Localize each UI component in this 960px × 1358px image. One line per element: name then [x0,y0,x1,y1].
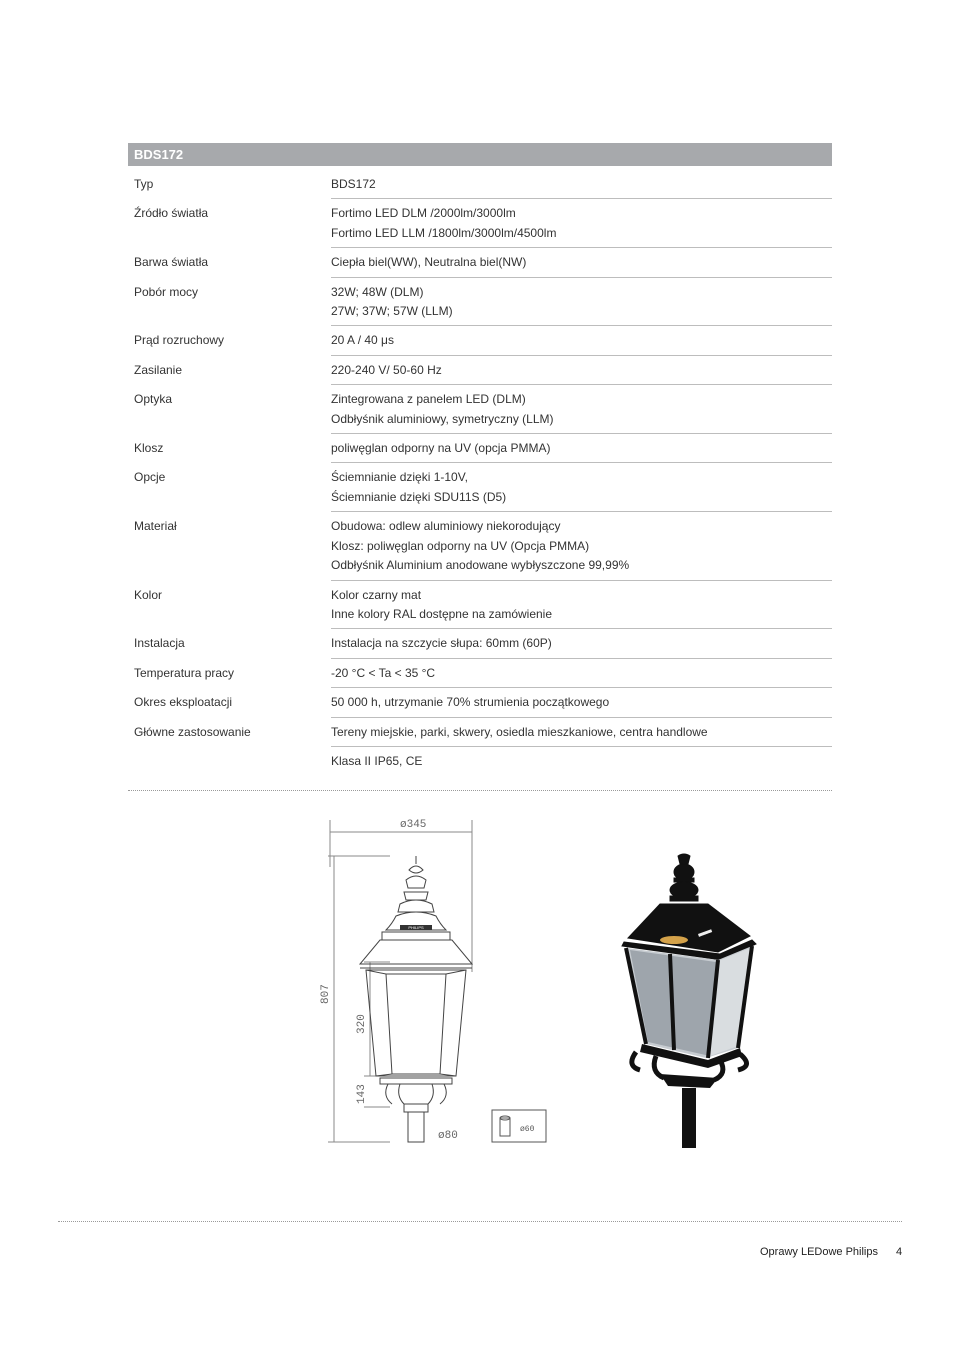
spec-row [128,718,832,747]
spec-value [331,248,832,277]
spec-label: Instalacja [134,636,185,651]
spec-table [128,170,832,775]
spec-row [128,581,832,630]
spec-table-header [128,143,832,166]
spec-label: Typ [134,177,154,191]
spec-label: Główne zastosowanie [134,724,251,739]
dim-base: 143 [356,1084,368,1104]
spec-row [128,659,832,688]
spec-value-line: Obudowa: odlew aluminiowy niekorodujący [331,519,561,534]
dim-width: ø345 [400,819,427,831]
spec-value-line: Instalacja na szczycie słupa: 60mm (60P) [331,636,552,651]
spec-value [331,326,832,355]
spec-value-line: 220-240 V/ 50-60 Hz [331,362,442,377]
spec-value-line: Odbłyśnik aluminiowy, symetryczny (LLM) [331,411,554,426]
spec-label: Opcje [134,470,166,485]
brand-plate-drawing: PHILIPS [408,925,424,930]
spec-value-line: Inne kolory RAL dostępne na zamówienie [331,606,553,621]
dim-height: 807 [320,984,332,1004]
spec-row [128,747,832,775]
separator-bottom [58,1221,902,1222]
spec-value-line: 32W; 48W (DLM) [331,284,424,299]
spec-value-line: 20 A / 40 μs [331,333,394,348]
spec-value [331,434,832,463]
spec-value-line: Ściemnianie dzięki 1-10V, [331,470,468,485]
spec-label: Okres eksploatacji [134,695,233,710]
product-photo [610,852,760,1148]
spec-value [331,581,832,630]
page-number: 4 [896,1246,903,1258]
spec-value [331,356,832,385]
spec-row [128,434,832,463]
spec-label: Zasilanie [134,362,183,377]
spec-value-line: Fortimo LED DLM /2000lm/3000lm [331,206,516,221]
spec-value [331,385,832,434]
spec-row [128,170,832,199]
spec-value [331,718,832,747]
spec-row [128,385,832,434]
spec-label: Pobór mocy [134,284,199,299]
spec-value-line: Klasa II IP65, CE [331,753,423,768]
dim-mount: ø80 [438,1130,458,1142]
mount-detail-label: ø60 [520,1125,535,1134]
footer-title: Oprawy LEDowe Philips [760,1246,878,1258]
spec-label: Klosz [134,441,164,456]
dim-body: 320 [356,1014,368,1034]
separator-top [128,790,832,791]
spec-value [331,278,832,327]
spec-row [128,199,832,248]
spec-row [128,278,832,327]
spec-value [331,688,832,717]
spec-value [331,170,832,199]
spec-value [331,629,832,658]
spec-value-line: -20 °C < Ta < 35 °C [331,665,436,680]
spec-row [128,326,832,355]
spec-value [331,463,832,512]
spec-row [128,248,832,277]
spec-value-line: Odbłyśnik Aluminium anodowane wybłyszczone 99,99% [331,558,630,573]
spec-label: Kolor [134,587,163,602]
spec-value-line: 27W; 37W; 57W (LLM) [331,304,453,319]
spec-row [128,356,832,385]
spec-value-line: Fortimo LED LLM /1800lm/3000lm/4500lm [331,225,557,240]
spec-value-line: Klosz: poliwęglan odporny na UV (Opcja PMMA) [331,538,590,553]
spec-label: Temperatura pracy [134,665,235,680]
spec-row [128,463,832,512]
spec-value [331,512,832,580]
brand-plate-photo: PHILIPS [700,931,714,939]
spec-label: Źródło światła [134,206,209,221]
spec-label: Optyka [134,392,173,407]
spec-value [331,747,832,775]
spec-row [128,688,832,717]
spec-value-line: Ściemnianie dzięki SDU11S (D5) [331,489,507,504]
spec-value-line: 50 000 h, utrzymanie 70% strumienia początkowego [331,695,610,710]
spec-row [128,629,832,658]
spec-value-line: Zintegrowana z panelem LED (DLM) [331,392,526,407]
spec-label [128,747,331,775]
spec-label: Prąd rozruchowy [134,333,225,348]
spec-value-line: poliwęglan odporny na UV (opcja PMMA) [331,441,551,456]
product-title: BDS172 [134,147,184,162]
spec-value-line: Ciepła biel(WW), Neutralna biel(NW) [331,255,527,270]
spec-label: Barwa światła [134,255,209,270]
technical-drawing [300,812,570,1152]
spec-value-line: BDS172 [331,177,376,191]
spec-value-line: Tereny miejskie, parki, skwery, osiedla mieszkaniowe, centra handlowe [331,724,708,739]
spec-row [128,512,832,580]
spec-value [331,659,832,688]
spec-value [331,199,832,248]
spec-value-line: Kolor czarny mat [331,587,422,602]
spec-label: Materiał [134,519,177,534]
